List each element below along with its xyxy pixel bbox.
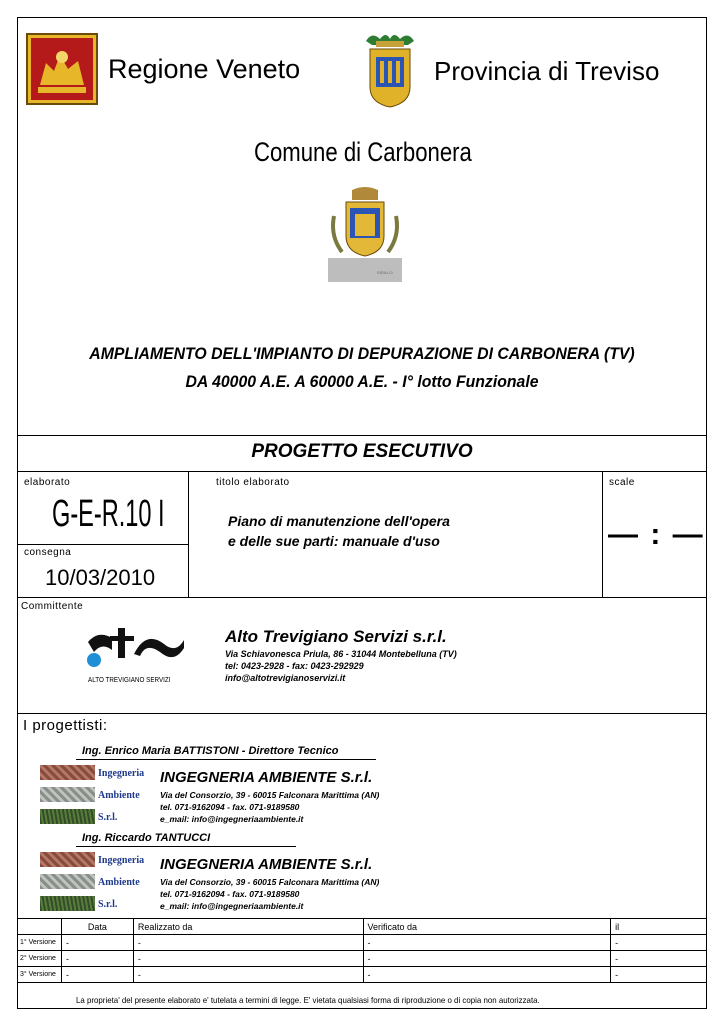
engineer-underline <box>76 846 296 847</box>
divider <box>188 471 189 597</box>
veneto-emblem <box>26 33 98 105</box>
divider <box>17 435 707 436</box>
table-cell: - <box>363 935 611 951</box>
project-title-line2: DA 40000 A.E. A 60000 A.E. - I° lotto Funzionale <box>185 372 539 391</box>
firm-address: Via del Consorzio, 39 - 60015 Falconara Marittima (AN) <box>160 790 380 800</box>
titolo-line2: e delle sue parti: manuale d'uso <box>228 533 440 549</box>
firm-logo-word: Ambiente <box>98 877 140 888</box>
progettisti-label: I progettisti: <box>23 717 108 734</box>
firm-email: e_mail: info@ingegneriaambiente.it <box>160 814 304 824</box>
table-cell: - <box>61 935 133 951</box>
version-label: 3° Versione <box>18 967 62 983</box>
firm-logo-texture-red <box>40 852 95 867</box>
scale-label: scale <box>609 477 635 488</box>
copyright-notice: La proprieta' del presente elaborato e' tutelata a termini di legge. E' vietata qualsiasi forma di riproduzione o di copia non autorizzata. <box>76 995 540 1005</box>
table-header-cell: Data <box>61 919 133 935</box>
firm-phone: tel. 071-9162094 - fax. 071-9189580 <box>160 889 300 899</box>
firm-name: INGEGNERIA AMBIENTE S.r.l. <box>160 856 373 873</box>
table-cell: - <box>363 951 611 967</box>
province-title: Provincia di Treviso <box>434 56 660 86</box>
phase-title: PROGETTO ESECUTIVO <box>251 441 473 462</box>
titolo-line1: Piano di manutenzione dell'opera <box>228 513 450 529</box>
committente-phone: tel: 0423-2928 - fax: 0423-292929 <box>225 661 364 671</box>
firm-logo-word: Ambiente <box>98 790 140 801</box>
firm-logo-word: S.r.l. <box>98 812 118 823</box>
committente-email: info@altotrevigianoservizi.it <box>225 673 346 683</box>
carbonera-crest <box>328 186 402 282</box>
firm-name: INGEGNERIA AMBIENTE S.r.l. <box>160 769 373 786</box>
firm-logo-word: S.r.l. <box>98 899 118 910</box>
engineer-name: Ing. Riccardo TANTUCCI <box>82 832 211 844</box>
committente-name: Alto Trevigiano Servizi s.r.l. <box>225 627 447 646</box>
firm-logo-word: Ingegneria <box>98 855 145 866</box>
comune-title: Comune di Carbonera <box>254 137 472 167</box>
scale-value: — : — <box>608 518 705 551</box>
divider <box>17 597 707 598</box>
titolo-label: titolo elaborato <box>216 477 290 488</box>
region-title: Regione Veneto <box>108 54 301 84</box>
firm-logo-word: Ingegneria <box>98 768 145 779</box>
version-label: 2° Versione <box>18 951 62 967</box>
firm-email: e_mail: info@ingegneriaambiente.it <box>160 901 304 911</box>
table-header-cell: Realizzato da <box>133 919 363 935</box>
consegna-label: consegna <box>24 547 72 558</box>
engineer-name: Ing. Enrico Maria BATTISTONI - Direttore Tecnico <box>82 745 339 757</box>
crest-caption: SIGILLO <box>377 270 393 275</box>
table-row <box>18 935 707 951</box>
ats-logo <box>84 624 188 676</box>
project-title-line1: AMPLIAMENTO DELL'IMPIANTO DI DEPURAZIONE DI CARBONERA (TV) <box>89 344 635 363</box>
version-label: 1° Versione <box>18 935 62 951</box>
divider <box>602 471 603 597</box>
committente-label: Committente <box>21 601 84 612</box>
consegna-date: 10/03/2010 <box>45 565 156 590</box>
table-cell: - <box>61 951 133 967</box>
divider <box>17 713 707 714</box>
elaborato-code: G-E-R.10 I <box>52 493 165 535</box>
divider <box>17 471 707 472</box>
table-cell: - <box>363 967 611 983</box>
firm-logo-texture-gray <box>40 787 95 802</box>
table-cell: - <box>611 967 707 983</box>
table-cell: - <box>133 935 363 951</box>
table-row <box>18 967 707 983</box>
elaborato-label: elaborato <box>24 477 71 488</box>
table-header-cell: Verificato da <box>363 919 611 935</box>
committente-address: Via Schiavonesca Priula, 86 - 31044 Montebelluna (TV) <box>225 649 457 659</box>
table-cell: - <box>611 951 707 967</box>
table-cell: - <box>133 967 363 983</box>
engineer-underline <box>76 759 376 760</box>
firm-logo-texture-red <box>40 765 95 780</box>
table-row <box>18 951 707 967</box>
divider <box>17 544 188 545</box>
firm-phone: tel. 071-9162094 - fax. 071-9189580 <box>160 802 300 812</box>
versions-table <box>17 918 707 983</box>
treviso-emblem <box>362 31 418 109</box>
table-cell: - <box>611 935 707 951</box>
firm-address: Via del Consorzio, 39 - 60015 Falconara Marittima (AN) <box>160 877 380 887</box>
firm-logo-texture-gray <box>40 874 95 889</box>
table-header-cell <box>18 919 62 935</box>
table-header-cell: il <box>611 919 707 935</box>
table-header-row <box>18 919 707 935</box>
firm-logo-texture-green <box>40 809 95 824</box>
firm-logo-texture-green <box>40 896 95 911</box>
table-cell: - <box>61 967 133 983</box>
ats-logo-text: ALTO TREVIGIANO SERVIZI <box>88 677 171 684</box>
table-cell: - <box>133 951 363 967</box>
